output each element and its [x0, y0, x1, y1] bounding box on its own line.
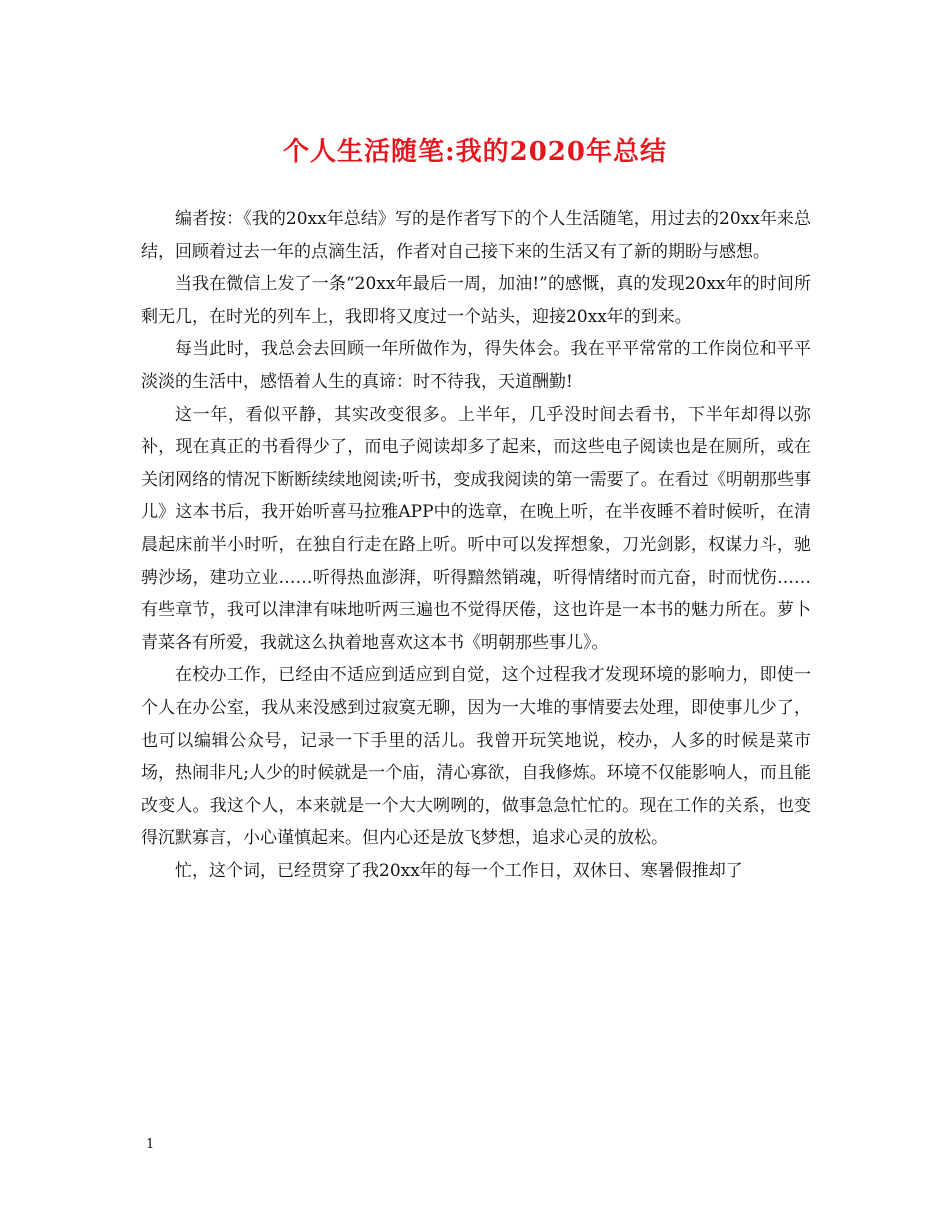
paragraph-wechat-post: 当我在微信上发了一条“20xx年最后一周，加油!”的感慨，真的发现20xx年的时间所剩无几，在时光的列车上，我即将又度过一个站头，迎接20xx年的到来。: [141, 274, 811, 327]
paragraph-office-work: 在校办工作，已经由不适应到适应到自觉，这个过程我才发现环境的影响力，即使一个人在办公室，我从来没感到过寂寞无聊，因为一大堆的事情要去处理，即使事儿少了，也可以编辑公众号，记录一下手里的活儿。我曾开玩笑地说，校办，人多的时候是菜市场，热闹非凡;人少的时候就是一个庙，清心寡欲，自我修炼。环境不仅能影响人，而且能改变人。我这个人，本来就是一个大大咧咧的，做事急急忙忙的。现在工作的关系，也变得沉默寡言，小心谨慎起来。但内心还是放飞梦想，追求心灵的放松。: [141, 665, 811, 849]
page-number: 1: [146, 1137, 155, 1152]
paragraph-reflection: 每当此时，我总会去回顾一年所做作为，得失体会。我在平平常常的工作岗位和平平淡淡的生活中，感悟着人生的真谛：时不待我，天道酬勤!: [141, 339, 811, 392]
document-title: 个人生活随笔:我的2020年总结: [283, 137, 667, 167]
paragraph-editor-note: 编者按：《我的20xx年总结》写的是作者写下的个人生活随笔，用过去的20xx年来总结，回顾着过去一年的点滴生活，作者对自己接下来的生活又有了新的期盼与感想。: [141, 209, 811, 262]
document-body: [141, 203, 811, 887]
paragraph-reading: 这一年，看似平静，其实改变很多。上半年，几乎没时间去看书，下半年却得以弥补，现在真正的书看得少了，而电子阅读却多了起来，而这些电子阅读也是在厕所，或在关闭网络的情况下断断续续地阅读;听书，变成我阅读的第一需要了。在看过《明朝那些事儿》这本书后，我开始听喜马拉雅APP中的选章，在晚上听，在半夜睡不着时候听，在清晨起床前半小时听，在独自行走在路上听。听中可以发挥想象，刀光剑影，权谋力斗，驰骋沙场，建功立业……听得热血澎湃，听得黯然销魂，听得情绪时而亢奋，时而忧伤……有些章节，我可以津津有味地听两三遍也不觉得厌倦，这也许是一本书的魅力所在。萝卜青菜各有所爱，我就这么执着地喜欢这本书《明朝那些事儿》。: [141, 404, 811, 653]
paragraph-busy: 忙，这个词，已经贯穿了我20xx年的每一个工作日，双休日、寒暑假推却了: [175, 860, 743, 881]
